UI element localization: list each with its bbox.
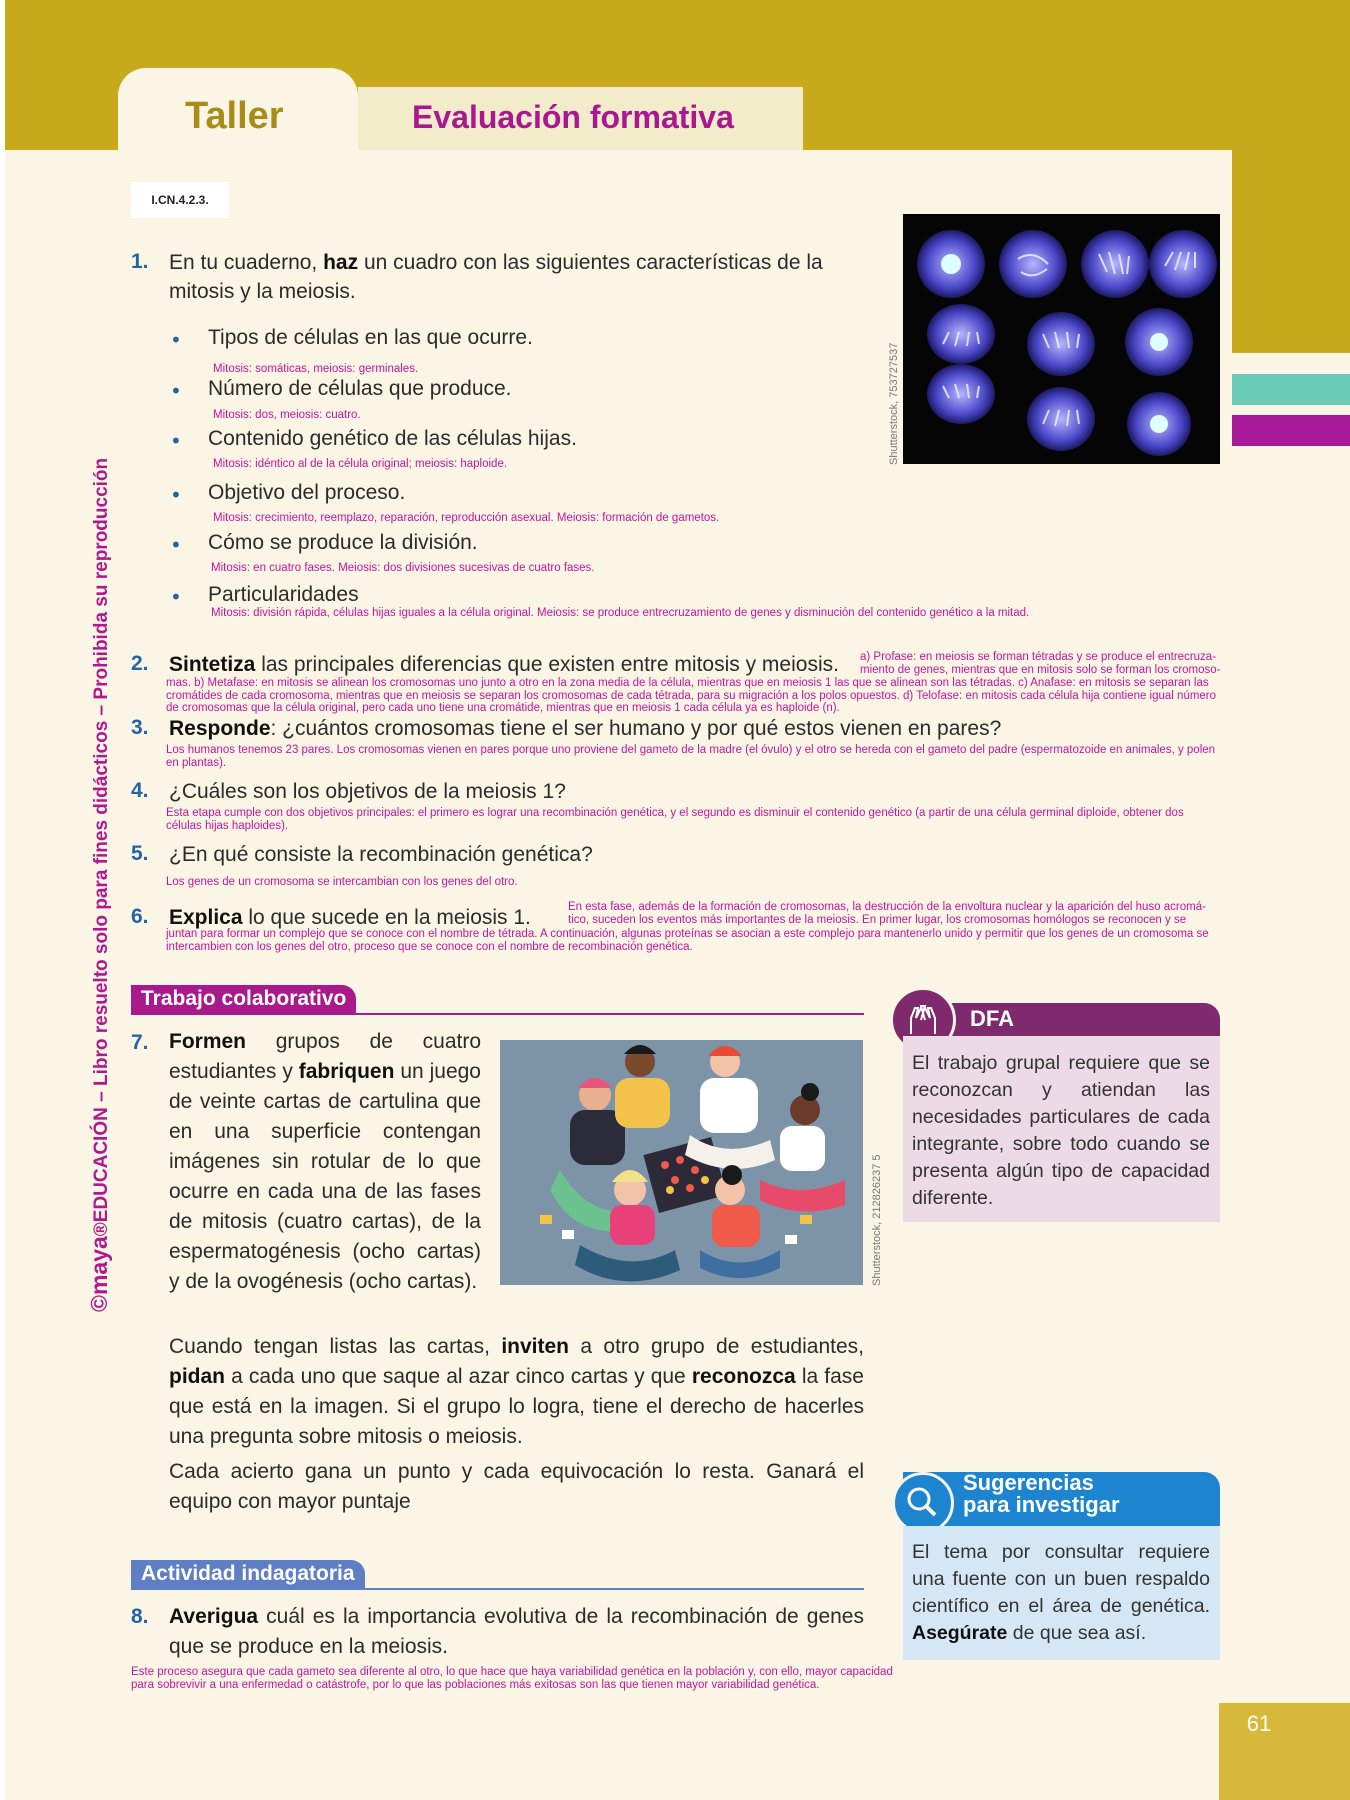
teal-strip	[1232, 374, 1350, 405]
p2-text-1: Cuando tengan listas las cartas,	[169, 1335, 502, 1358]
q3-bold: Responde	[169, 717, 271, 740]
q7-text	[169, 1027, 481, 1297]
q1-bullet-5: Cómo se produce la división.	[208, 531, 478, 554]
q1-answer-5: Mitosis: en cuatro fases. Meiosis: dos divisiones sucesivas de cuatro fases.	[211, 562, 595, 574]
bullet-icon: •	[170, 585, 182, 609]
q7-number: 7.	[131, 1031, 149, 1054]
bullet-icon: •	[170, 379, 182, 403]
brand-logo: ©maya	[86, 1236, 112, 1312]
q3-number: 3.	[131, 716, 149, 739]
q4-answer: Esta etapa cumple con dos objetivos principales: el primero es lograr una recombinación genética, y el segundo es disminuir el contenido genético (a partir de una célula germinal diploide, obtener dos células hijas haploides).	[166, 807, 1184, 832]
group-game-image	[500, 1040, 863, 1285]
q1-post: un cuadro con las siguientes características de la mitosis y la meiosis.	[169, 251, 823, 303]
q1-text	[169, 248, 864, 306]
bullet-icon: •	[170, 429, 182, 453]
right-gold-band	[1232, 150, 1350, 353]
q1-answer-3: Mitosis: idéntico al de la célula original; meiosis: haploide.	[213, 458, 508, 470]
q7-paragraph-2	[169, 1332, 864, 1452]
q3-answer: Los humanos tenemos 23 pares. Los cromosomas vienen en pares porque uno proviene del gameto de la madre (el óvulo) y el otro se hereda con el gameto del padre (espermatozoide en animales, y polen en plantas).	[166, 744, 1216, 769]
q1-bullet-3: Contenido genético de las células hijas.	[208, 427, 577, 450]
q1-bullet-1: Tipos de células en las que ocurre.	[208, 326, 533, 349]
section-divider	[131, 1013, 864, 1015]
magenta-strip	[1232, 415, 1350, 446]
q7-bold-2: fabriquen	[298, 1060, 395, 1083]
sugerencias-title	[963, 1472, 1120, 1516]
q4-text: ¿Cuáles son los objetivos de la meiosis 1?	[169, 780, 566, 803]
q1-bullet-6: Particularidades	[208, 583, 359, 606]
q3-post: : ¿cuántos cromosomas tiene el ser humano y por qué estos vienen en pares?	[270, 717, 1002, 740]
magnifier-icon	[892, 1472, 954, 1534]
q2-answer-body: mas. b) Metafase: en mitosis se alinean los cromosomas uno junto a otro en la zona media de la célula, mientras que en meiosis 1 las que se alinean son las tétradas. c) Anafase: en mitosis se separan las cromátides de cada cromosoma, mientras que en meiosis se separan los cromosomas de cada tétrada, para su migración a los polos opuestos. d) Telofase: en mitosis cada célula hija contiene igual número de cromosomas que la célula original, pero cada uno tiene una cromátide, mientras que en meiosis 1 cada célula ya es haploide (n).	[166, 677, 1217, 714]
q8-bold: Averigua	[169, 1605, 259, 1628]
page-number: 61	[1246, 1711, 1272, 1736]
q2-text	[169, 650, 839, 679]
q1-answer-2: Mitosis: dos, meiosis: cuatro.	[213, 409, 361, 421]
bullet-icon: •	[170, 483, 182, 507]
q7-text-2: un juego de veinte cartas de cartulina que en una superficie contengan imágenes sin rotular de lo que ocurre en cada una de las fases de mitosis (cuatro cartas), de la espermatogénesis (ocho cartas) y de la ovogénesis (ocho cartas).	[169, 1060, 481, 1293]
q8-post: cuál es la importancia evolutiva de la recombinación de genes que se produce en la meiosis.	[169, 1605, 864, 1658]
q1-number: 1.	[131, 250, 149, 273]
tab-taller: Taller	[185, 95, 284, 137]
q7-paragraph-3: Cada acierto gana un punto y cada equivocación lo resta. Ganará el equipo con mayor puntaje	[169, 1460, 864, 1513]
side-credit-text: ®EDUCACIÓN – Libro resuelto solo para fines didácticos – Prohibida su reproducción	[91, 457, 112, 1237]
q6-bold: Explica	[169, 906, 243, 929]
q1-answer-6: Mitosis: división rápida, células hijas iguales a la célula original. Meiosis: se produce entrecruzamiento de genes y disminución del contenido genético a la mitad.	[211, 607, 1030, 619]
p2-bold-1: inviten	[501, 1335, 569, 1358]
p2-bold-3: reconozca	[691, 1365, 796, 1388]
q8-number: 8.	[131, 1605, 149, 1628]
q1-pre: En tu cuaderno,	[169, 251, 324, 274]
sugerencias-title-1: Sugerencias	[963, 1470, 1094, 1495]
group-game-illustration	[500, 1040, 863, 1285]
dfa-text: El trabajo grupal requiere que se reconozcan y atiendan las necesidades particulares de cada integrante, sobre todo cuando se presenta algún tipo de capacidad diferente.	[912, 1052, 1210, 1209]
section-trabajo-colaborativo: Trabajo colaborativo	[131, 985, 356, 1013]
q1-bullet-4: Objetivo del proceso.	[208, 481, 406, 504]
q6-number: 6.	[131, 905, 149, 928]
q3-text	[169, 714, 1001, 743]
q2-post: las principales diferencias que existen entre mitosis y meiosis.	[255, 653, 839, 676]
section-actividad-indagatoria: Actividad indagatoria	[131, 1560, 365, 1588]
cells-image-credit: Shutterstock, 753727537	[888, 342, 900, 465]
q6-answer-right: En esta fase, además de la formación de cromosomas, la destrucción de la envoltura nuclear y la aparición del huso acromá- tico, suceden los eventos más importantes de la meiosis. En primer lugar, los cromosomas homólogos se reconocen y se	[568, 901, 1206, 926]
sugerencias-title-2: para investigar	[963, 1492, 1120, 1517]
q6-answer-body: juntan para formar un complejo que se conoce con el nombre de tétrada. A continuación, algunas proteínas se asocian a este complejo para mantenerlo unido y permitir que los genes de un cromosoma se intercambien con los genes del otro, proceso que se conoce con el nombre de recombinación genética.	[166, 928, 1209, 953]
q2-bold: Sintetiza	[169, 653, 256, 676]
sug-text-pre: El tema por consultar requiere una fuente con un buen respaldo científico en el área de genética.	[912, 1541, 1210, 1617]
cell-division-photo	[903, 214, 1220, 464]
bullet-icon: •	[170, 328, 182, 352]
p2-text-4: la fase que está en la imagen. Si el grupo lo logra, tiene el derecho de hacerles una pregunta sobre mitosis o meiosis.	[169, 1365, 864, 1448]
side-credit	[86, 458, 113, 1312]
q5-text: ¿En qué consiste la recombinación genética?	[169, 843, 593, 866]
cell-division-image	[903, 214, 1220, 464]
magnifier-icon-svg	[895, 1475, 951, 1531]
sug-text-post: de que sea así.	[1007, 1622, 1147, 1644]
q8-text	[169, 1602, 864, 1662]
q1-answer-4: Mitosis: crecimiento, reemplazo, reparación, reproducción asexual. Meiosis: formación de gametos.	[213, 512, 720, 524]
criterion-code: I.CN.4.2.3.	[131, 182, 229, 218]
q1-bold: haz	[323, 251, 359, 274]
section-divider	[131, 1588, 864, 1590]
p2-text-2: a otro grupo de estudiantes,	[569, 1335, 864, 1358]
bullet-icon: •	[170, 533, 182, 557]
dfa-title: DFA	[970, 1006, 1014, 1031]
tab-evaluacion: Evaluación formativa	[412, 99, 734, 135]
q1-bullet-2: Número de células que produce.	[208, 377, 512, 400]
q4-number: 4.	[131, 779, 149, 802]
q7-text-1: grupos de cuatro estudiantes y	[169, 1030, 481, 1083]
sug-text-bold: Asegúrate	[912, 1622, 1008, 1644]
p2-bold-2: pidan	[169, 1365, 225, 1388]
q2-answer-right: a) Profase: en meiosis se forman tétradas y se produce el entrecruza- miento de genes, mientras que en mitosis solo se forman los cromoso-	[860, 651, 1221, 676]
sugerencias-text	[912, 1539, 1210, 1647]
q5-answer: Los genes de un cromosoma se intercambian con los genes del otro.	[166, 876, 518, 888]
group-image-credit: Shutterstock, 212826237 5	[871, 1154, 883, 1286]
q5-number: 5.	[131, 842, 149, 865]
q7-bold-1: Formen	[169, 1030, 247, 1053]
q6-post: lo que sucede en la meiosis 1.	[242, 906, 531, 929]
q1-answer-1: Mitosis: somáticas, meiosis: germinales.	[213, 363, 419, 375]
p2-text-3: a cada uno que saque al azar cinco cartas y que	[225, 1365, 692, 1388]
q8-answer: Este proceso asegura que cada gameto sea diferente al otro, lo que hace que haya variabilidad genética en la población y, con ello, mayor capacidad para sobrevivir a una enfermedad o catástrofe, por lo que las poblaciones más exitosas son las que tienen mayor variabilidad genética.	[131, 1666, 893, 1691]
q2-number: 2.	[131, 652, 149, 675]
